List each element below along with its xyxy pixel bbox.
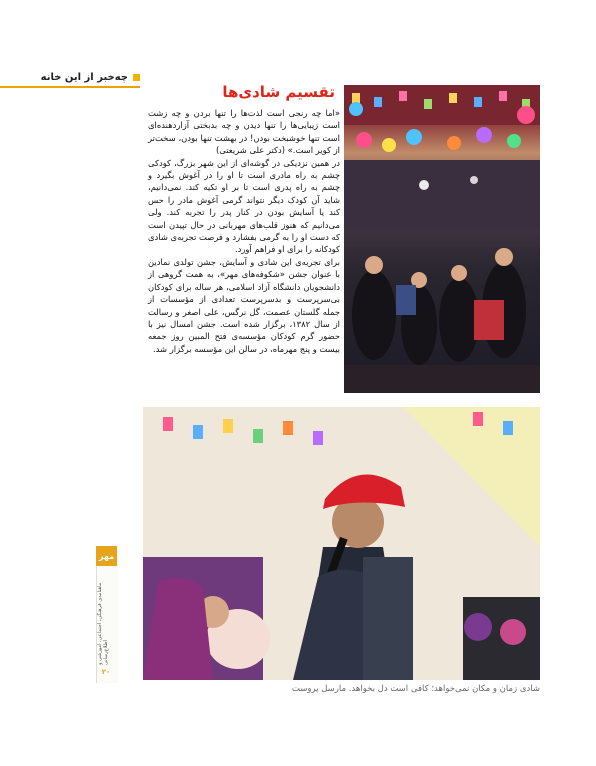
- article-paragraph: در همین نزدیکی در گوشه‌ای از این شهر بزرگ، کودکی چشم به راه مادری است تا او را در آغوش بگیرد و چشم به راه پدری است تا بر او تکیه کند. نمی‌دانیم، شاید آن کودک دیگر نتواند گرمی آغوش مادر را حس کند یا آسایش بودن در کنار پدر را تجربه کند. ولی می‌دانیم که هنوز قلب‌های مهربانی در حال تپیدن است که دست او را به گرمی بفشارد و فرصت تجربه‌ی شادی کودکانه را برای او فراهم آورد.: [148, 157, 340, 255]
- page-number: ۲۰: [101, 668, 111, 676]
- section-rule: [0, 86, 140, 88]
- photo-caption: شادی زمان و مکان نمی‌خواهد؛ کافی است دل بخواهد. مارسل پروست: [291, 684, 540, 694]
- clown-host-photo-art: [143, 407, 540, 680]
- party-hall-photo: [344, 85, 540, 393]
- article-title: تقسیم شادی‌ها: [222, 83, 335, 101]
- party-hall-photo-art: [344, 85, 540, 393]
- article-body: [148, 107, 340, 355]
- section-marker-icon: [133, 74, 140, 81]
- side-tab-text: ماهنامه‌ی فرهنگی، اجتماعی، آموزشی و اطلاع‌رسانی: [97, 582, 109, 665]
- article-paragraph: برای تجربه‌ی این شادی و آسایش، جشن تولدی نمادین با عنوان جشن «شکوفه‌های مهر»، به همت گروهی از دانشجویان دانشگاه آزاد اسلامی، هر ساله برای کودکان بی‌سرپرست و بدسرپرست تعدادی از مؤسسات از جمله گلستان عصمت، گل نرگس، علی اصغر و رسالت از سال ۱۳۸۲، برگزار شده است. جشن امسال نیز با حضور گرم کودکان مؤسسه‌ی فتح المبین روز جمعه بیست و پنج مهرماه، در سالن این مؤسسه برگزار شد.: [148, 256, 340, 354]
- section-label: [0, 68, 140, 86]
- article-paragraph: «اما چه رنجی است لذت‌ها را تنها بردن و چه زشت است زیبایی‌ها را تنها دیدن و چه بدبختی آزاردهنده‌ای است تنها خوشبخت بودن! در بهشت تنها بودن، سخت‌تر از کویر است.» (دکتر علی شریعتی): [148, 108, 340, 156]
- section-label-text: چه‌خبر از این خانه: [40, 71, 128, 83]
- clown-host-photo: [143, 407, 540, 680]
- magazine-logo: مهر: [96, 546, 117, 566]
